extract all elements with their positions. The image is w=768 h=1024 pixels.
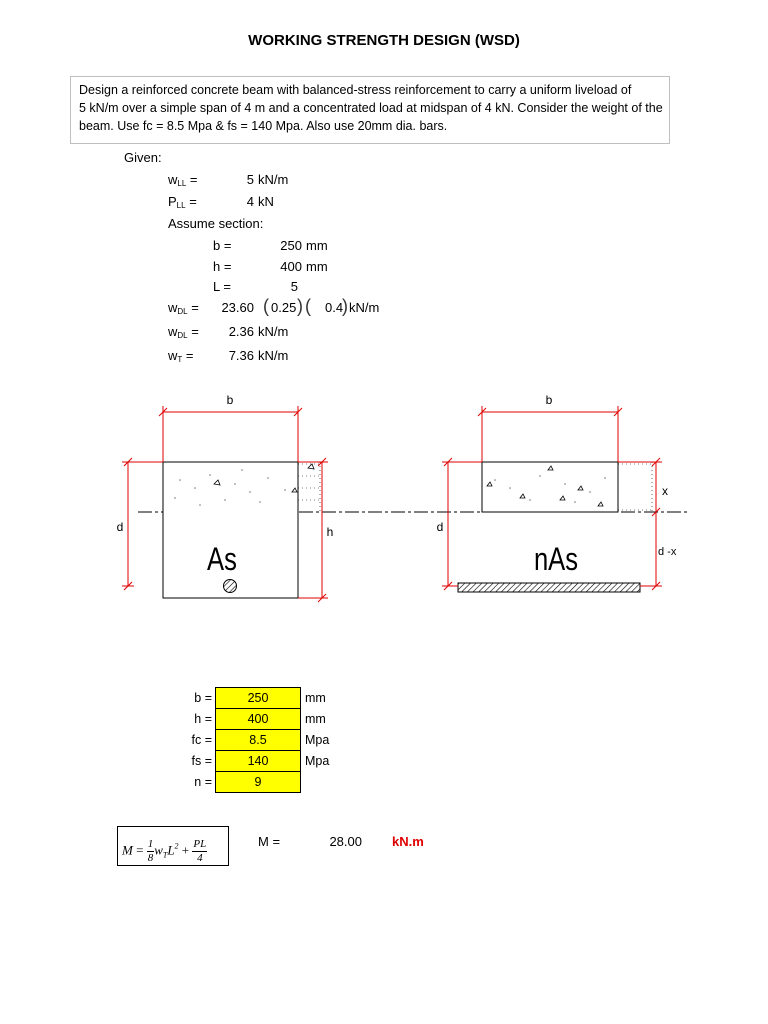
left-b-label: b bbox=[226, 393, 234, 407]
wdl-factor-1: 0.25 bbox=[271, 300, 297, 315]
left-rebar-circle bbox=[224, 580, 237, 593]
left-overhang-hatch bbox=[298, 462, 320, 512]
left-as-label: As bbox=[207, 542, 237, 578]
input-label: n = bbox=[194, 775, 212, 789]
left-section bbox=[117, 393, 334, 602]
problem-line-1: Design a reinforced concrete beam with balanced-stress reinforcement to carry a uniform liveload of bbox=[79, 83, 632, 97]
input-value-cell[interactable]: 250 bbox=[216, 688, 301, 709]
h-label: h = bbox=[213, 259, 232, 274]
paren-close-1: ) bbox=[297, 296, 303, 316]
input-unit: mm bbox=[305, 691, 326, 705]
problem-line-3: beam. Use fc = 8.5 Mpa & fs = 140 Mpa. Also use 20mm dia. bars. bbox=[79, 119, 448, 133]
beam-section-diagram bbox=[0, 380, 768, 620]
input-unit: Mpa bbox=[305, 754, 330, 768]
moment-value: 28.00 bbox=[329, 834, 362, 849]
moment-formula-box bbox=[117, 826, 229, 866]
left-d-label: d bbox=[116, 520, 124, 534]
b-label: b = bbox=[213, 238, 232, 253]
input-row bbox=[150, 772, 329, 793]
b-unit: mm bbox=[306, 238, 328, 253]
input-unit bbox=[301, 772, 330, 793]
pll-value: 4 bbox=[246, 194, 254, 209]
assume-section-label: Assume section: bbox=[168, 216, 264, 231]
paren-open-2: ( bbox=[305, 296, 311, 316]
input-row bbox=[150, 688, 329, 709]
wdl-calc-unit: kN/m bbox=[349, 300, 380, 315]
wdl-value: 2.36 bbox=[228, 324, 254, 339]
problem-line-2: 5 kN/m over a simple span of 4 m and a concentrated load at midspan of 4 kN. Consider the weight of the bbox=[79, 101, 663, 115]
wdl-unit: kN/m bbox=[258, 324, 289, 339]
wdl-calc-label: $w_{DL}$ = bbox=[168, 300, 199, 316]
input-row bbox=[150, 751, 329, 772]
right-dx-label: d -x bbox=[658, 546, 677, 558]
wdl-label: $w_{DL}$ = bbox=[168, 324, 199, 340]
input-label: fs = bbox=[191, 754, 212, 768]
right-transformed-steel bbox=[458, 583, 640, 592]
page-title: WORKING STRENGTH DESIGN (WSD) bbox=[248, 32, 520, 49]
wt-unit: kN/m bbox=[258, 348, 289, 363]
b-value: 250 bbox=[280, 238, 302, 253]
wdl-calc-value: 23.60 bbox=[221, 300, 254, 315]
right-x-label: x bbox=[662, 484, 668, 498]
left-h-label: h bbox=[326, 525, 334, 539]
input-label: fc = bbox=[191, 733, 212, 747]
right-compression-block bbox=[482, 462, 618, 512]
input-value-cell[interactable]: 8.5 bbox=[216, 730, 301, 751]
h-unit: mm bbox=[306, 259, 328, 274]
input-value-cell[interactable]: 400 bbox=[216, 709, 301, 730]
wll-value: 5 bbox=[246, 172, 254, 187]
h-value: 400 bbox=[280, 259, 302, 274]
l-value: 5 bbox=[290, 279, 298, 294]
paren-open-1: ( bbox=[263, 296, 269, 316]
wll-label: $w_{LL}$ = bbox=[168, 172, 198, 188]
input-table bbox=[150, 687, 329, 793]
wll-unit: kN/m bbox=[258, 172, 289, 187]
input-row bbox=[150, 730, 329, 751]
input-label: b = bbox=[194, 691, 212, 705]
input-unit: Mpa bbox=[305, 733, 330, 747]
input-unit: mm bbox=[305, 712, 326, 726]
moment-label: M = bbox=[258, 834, 281, 849]
wdl-factor-2: 0.4 bbox=[325, 300, 344, 315]
right-b-label: b bbox=[545, 393, 553, 407]
right-d-label: d bbox=[436, 520, 444, 534]
moment-unit: kN.m bbox=[392, 834, 424, 849]
pll-label: $P_{LL}$ = bbox=[168, 194, 197, 210]
input-value-cell[interactable]: 9 bbox=[216, 772, 301, 793]
given-label: Given: bbox=[124, 150, 162, 165]
right-overhang-hatch bbox=[618, 462, 652, 512]
moment-formula: M = $\frac{1}{8}$ $w_TL^2$ + $\frac{PL}{4}$ bbox=[122, 838, 207, 864]
paren-close-2: ) bbox=[342, 296, 348, 316]
l-label: L = bbox=[213, 279, 231, 294]
right-nas-label: nAs bbox=[533, 542, 579, 578]
input-row bbox=[150, 709, 329, 730]
wt-value: 7.36 bbox=[228, 348, 254, 363]
right-section bbox=[437, 393, 677, 592]
input-value-cell[interactable]: 140 bbox=[216, 751, 301, 772]
problem-statement bbox=[70, 76, 670, 144]
pll-unit: kN bbox=[258, 194, 274, 209]
wt-label: $w_T$ = bbox=[168, 348, 194, 364]
input-label: h = bbox=[194, 712, 212, 726]
